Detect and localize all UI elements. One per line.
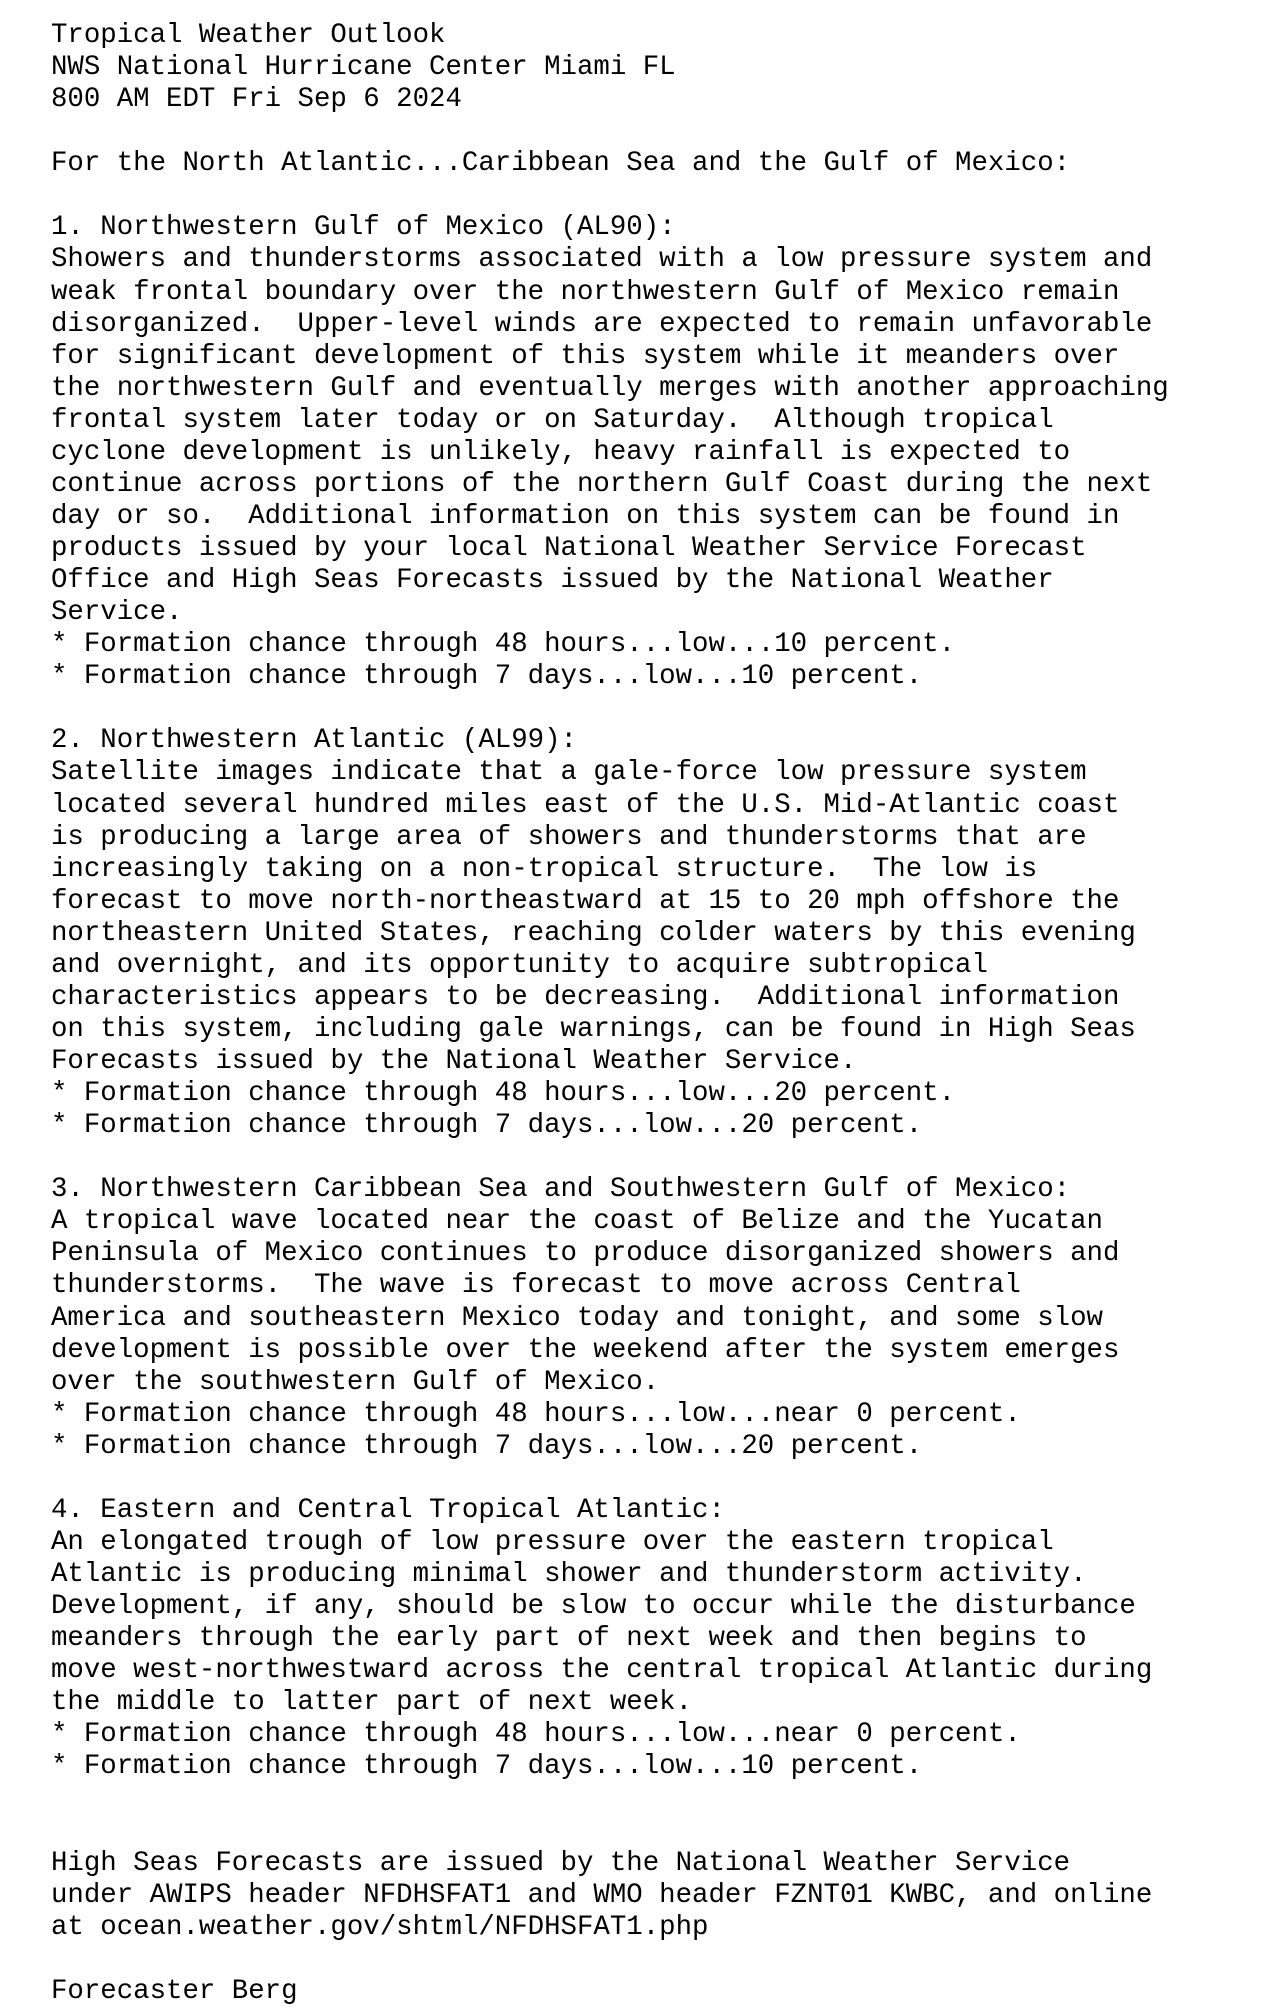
outlook-document — [51, 20, 1251, 2008]
issuing-office: NWS National Hurricane Center Miami FL — [51, 52, 676, 84]
high-seas-note — [51, 1848, 1251, 1944]
system-title: 1. Northwestern Gulf of Mexico (AL90): — [51, 212, 676, 244]
system-text-line: Development, if any, should be slow to occur while the disturbance — [51, 1591, 1136, 1623]
forecaster-signature: Forecaster Berg — [51, 1975, 298, 2007]
system-text-line: Peninsula of Mexico continues to produce disorganized showers and — [51, 1238, 1120, 1270]
high-seas-line: under AWIPS header NFDHSFAT1 and WMO header FZNT01 KWBC, and online — [51, 1879, 1153, 1911]
blank-line — [51, 1944, 1251, 1976]
system-text-line: thunderstorms. The wave is forecast to move across Central — [51, 1270, 1021, 1302]
system-text-line: forecast to move north-northeastward at 15 to 20 mph offshore the — [51, 885, 1120, 917]
system-text-line: A tropical wave located near the coast of Belize and the Yucatan — [51, 1206, 1103, 1238]
blank-line — [51, 116, 1251, 148]
system-text-line: Forecasts issued by the National Weather Service. — [51, 1046, 857, 1077]
high-seas-line: at ocean.weather.gov/shtml/NFDHSFAT1.php — [51, 1911, 709, 1943]
formation-chance-7d: * Formation chance through 7 days...low...10 percent. — [51, 661, 923, 693]
system-text-line: on this system, including gale warnings, can be found in High Seas — [51, 1013, 1136, 1045]
system-text-line: increasingly taking on a non-tropical structure. The low is — [51, 853, 1038, 885]
system-text-line: and overnight, and its opportunity to acquire subtropical — [51, 949, 988, 981]
system-1 — [51, 212, 1251, 693]
system-text-line: Office and High Seas Forecasts issued by the National Weather — [51, 565, 1054, 597]
system-text-line: weak frontal boundary over the northwestern Gulf of Mexico remain — [51, 276, 1120, 308]
formation-chance-7d: * Formation chance through 7 days...low...10 percent. — [51, 1751, 923, 1783]
blank-line — [51, 1816, 1251, 1848]
system-text-line: Showers and thunderstorms associated with a low pressure system and — [51, 244, 1153, 276]
system-text-line: meanders through the early part of next week and then begins to — [51, 1623, 1087, 1655]
system-title: 4. Eastern and Central Tropical Atlantic: — [51, 1494, 725, 1526]
system-text-line: Satellite images indicate that a gale-force low pressure system — [51, 757, 1087, 789]
system-text-line: move west-northwestward across the central tropical Atlantic during — [51, 1655, 1153, 1687]
system-text-line: over the southwestern Gulf of Mexico. — [51, 1366, 660, 1398]
high-seas-line: High Seas Forecasts are issued by the National Weather Service — [51, 1847, 1071, 1879]
system-2 — [51, 725, 1251, 1142]
blank-line — [51, 180, 1251, 212]
system-text-line: the middle to latter part of next week. — [51, 1687, 693, 1719]
system-title: 3. Northwestern Caribbean Sea and Southwestern Gulf of Mexico: — [51, 1174, 1071, 1206]
system-title: 2. Northwestern Atlantic (AL99): — [51, 725, 577, 757]
formation-chance-7d: * Formation chance through 7 days...low...20 percent. — [51, 1430, 923, 1462]
system-text-line: day or so. Additional information on this system can be found in — [51, 500, 1120, 532]
issue-time: 800 AM EDT Fri Sep 6 2024 — [51, 84, 462, 116]
system-text-line: the northwestern Gulf and eventually merges with another approaching — [51, 372, 1169, 404]
formation-chance-48h: * Formation chance through 48 hours...low...near 0 percent. — [51, 1719, 1021, 1751]
system-text-line: characteristics appears to be decreasing. Additional information — [51, 981, 1120, 1013]
system-text-line: continue across portions of the northern Gulf Coast during the next — [51, 468, 1153, 500]
system-text-line: America and southeastern Mexico today and tonight, and some slow — [51, 1302, 1103, 1334]
system-text-line: cyclone development is unlikely, heavy rainfall is expected to — [51, 436, 1071, 468]
blank-line — [51, 693, 1251, 725]
system-text-line: products issued by your local National Weather Service Forecast — [51, 533, 1087, 564]
blank-line — [51, 1463, 1251, 1495]
product-title: Tropical Weather Outlook — [51, 20, 446, 51]
system-text-line: frontal system later today or on Saturday. Although tropical — [51, 404, 1054, 436]
formation-chance-48h: * Formation chance through 48 hours...low...20 percent. — [51, 1078, 956, 1110]
system-text-line: development is possible over the weekend after the system emerges — [51, 1334, 1120, 1366]
system-text-line: Service. — [51, 597, 183, 629]
formation-chance-7d: * Formation chance through 7 days...low...20 percent. — [51, 1110, 923, 1142]
system-text-line: Atlantic is producing minimal shower and thunderstorm activity. — [51, 1559, 1087, 1590]
formation-chance-48h: * Formation chance through 48 hours...low...near 0 percent. — [51, 1398, 1021, 1430]
blank-line — [51, 1783, 1251, 1815]
system-text-line: disorganized. Upper-level winds are expected to remain unfavorable — [51, 308, 1153, 340]
system-4 — [51, 1495, 1251, 1784]
scope-line: For the North Atlantic...Caribbean Sea and the Gulf of Mexico: — [51, 148, 1071, 180]
system-text-line: northeastern United States, reaching colder waters by this evening — [51, 917, 1136, 949]
system-text-line: for significant development of this system while it meanders over — [51, 340, 1120, 372]
system-text-line: An elongated trough of low pressure over the eastern tropical — [51, 1526, 1054, 1558]
blank-line — [51, 1142, 1251, 1174]
formation-chance-48h: * Formation chance through 48 hours...low...10 percent. — [51, 629, 956, 661]
system-text-line: located several hundred miles east of the U.S. Mid-Atlantic coast — [51, 789, 1120, 821]
system-text-line: is producing a large area of showers and thunderstorms that are — [51, 821, 1087, 853]
system-3 — [51, 1174, 1251, 1463]
